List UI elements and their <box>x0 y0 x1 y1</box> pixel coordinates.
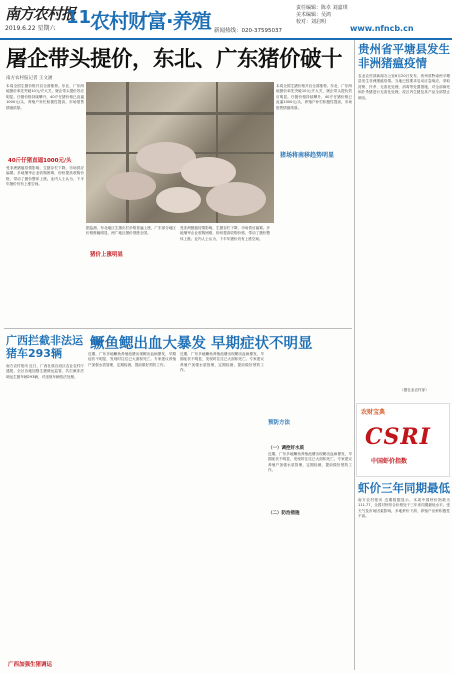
lead-body-col4: 本周全国生猪价格开启全面涨势。东北、广东两地猪价率先突破10元/斤大关，屠企带头提价效应明显。仔猪价格持续攀升，40斤仔猪价格已直逼1000元/头，养殖户补栏积极性提高，市场惜售情绪浓厚。 <box>276 84 352 110</box>
story4-headline: 鳜鱼鳃出血大暴发 早期症状不明显 <box>90 336 313 352</box>
editor-line: 责任编辑：陈卓 刘嘉琪 <box>296 5 348 11</box>
story4-tip-head-3: （二）防治措施 <box>268 511 300 516</box>
story3-subhead: 广西加强生猪调运 <box>8 662 53 668</box>
horizontal-rule <box>4 328 352 329</box>
side-headline-2: 虾价三年同期最低 <box>358 481 450 495</box>
lead-body-col1b: 受非洲猪瘟疫情影响，生猪存栏下降，市场供应偏紧。多地屠宰企业收购困难，纷纷提高收购价格，带动了猪价整体上涨。业内人士认为，下半年猪价仍有上涨空间。 <box>6 166 84 187</box>
column-divider <box>354 40 355 670</box>
side-body-2: 南方农村报讯 近期数据显示，本周中国虾价指数为111.77，全国对虾综合价格处于三年来同期最低水平。受天气及市场因素影响，多地虾价下滑，养殖户出虾积极性不高。 <box>358 498 450 519</box>
side-headline-1: 贵州省平塘县发生非洲猪瘟疫情 <box>358 42 450 70</box>
editor-credits <box>296 5 348 26</box>
page-number: 11 <box>66 7 92 28</box>
index-top-label: 农财宝典 <box>361 409 386 416</box>
website: www.nfncb.cn <box>350 24 414 33</box>
story5-headline: 猪场将南移趋势明显 <box>280 152 335 159</box>
pigs-photo <box>86 82 274 223</box>
lead-body-col1: 本周全国生猪价格开启全面涨势。东北、广东两地猪价率先突破10元/斤大关，屠企带头提价效应明显。仔猪价格持续攀升，40斤仔猪价格已直逼1000元/头，养殖户补栏积极性提高，市场惜售情绪浓厚。 <box>6 84 84 110</box>
issue-date: 2019.6.22 星期六 <box>5 25 56 32</box>
lead-headline: 屠企带头提价，东北、广东猪价破十 <box>6 47 343 72</box>
index-subtitle: 中国虾价指数 <box>371 458 408 465</box>
editor-line: 校对：刘启明 <box>296 19 327 25</box>
masthead: 南方农村报 <box>5 5 76 23</box>
shrimp-index-box <box>356 403 450 477</box>
story4-body-col1: 近期，广东多地鳜鱼养殖池塘出现鳃出血病暴发，早期症状不明显，发现时往往已大面积死亡。专家建议养殖户加强水质管理，定期检测，提前做好预防工作。 <box>88 352 176 367</box>
lead-subhead: 40斤仔猪直逼1000元/头 <box>8 158 72 164</box>
story4-body-col2: 近期，广东多地鳜鱼养殖池塘出现鳃出血病暴发，早期症状不明显，发现时往往已大面积死亡。专家建议养殖户加强水质管理，定期检测，提前做好预防工作。 <box>180 352 264 373</box>
lead-body-col2: 据监测，东北地区生猪出栏价格普遍上涨，广东部分地区价格涨幅明显，两广地区猪价领涨全国。 <box>86 226 176 236</box>
story3-body: 南方农村报讯 近日，广西壮族自治区农业农村厅通报，全区各地加强生猪调运监管，共拦截非法调运生猪车辆293辆，对违规车辆依法处理。 <box>6 364 84 379</box>
news-hotline: 新闻热线：020-37595037 <box>214 28 282 34</box>
story3-headline: 广西拦截非法运猪车293辆 <box>6 334 83 360</box>
story4-tip-head-1: 预防方法 <box>268 420 291 426</box>
editor-line: 美术编辑：吴鸿 <box>296 12 332 18</box>
story4-body-col3: 近期，广东多地鳜鱼养殖池塘出现鳃出血病暴发，早期症状不明显，发现时往往已大面积死亡。专家建议养殖户加强水质管理，定期检测，提前做好预防工作。 <box>268 452 352 473</box>
csri-logo: CSRI <box>365 424 431 450</box>
side-body-1: 农业农村部新闻办公室6月20日发布，贵州省黔南州平塘县发生非洲猪瘟疫情。当地已按要求启动应急响应，采取封锁、扑杀、无害化处理、消毒等处置措施，对全部病死和扑杀猪进行无害化处理，疫区内生猪及其产品全部禁止调出。 <box>358 74 450 100</box>
story4-tip-head-2: （一）调控好水质 <box>268 446 304 451</box>
lead-byline: 南方农村报记者 王文涵 <box>6 76 53 81</box>
section-title: 农村财富·养殖 <box>90 9 211 33</box>
lead-subhead-2: 猪价上涨明显 <box>90 252 124 258</box>
lead-body-col3: 受非洲猪瘟疫情影响，生猪存栏下降，市场供应偏紧。多地屠宰企业收购困难，纷纷提高收购价格，带动了猪价整体上涨。业内人士认为，下半年猪价仍有上涨空间。 <box>180 226 270 241</box>
side-source-1: （据农业农村部） <box>400 388 429 392</box>
